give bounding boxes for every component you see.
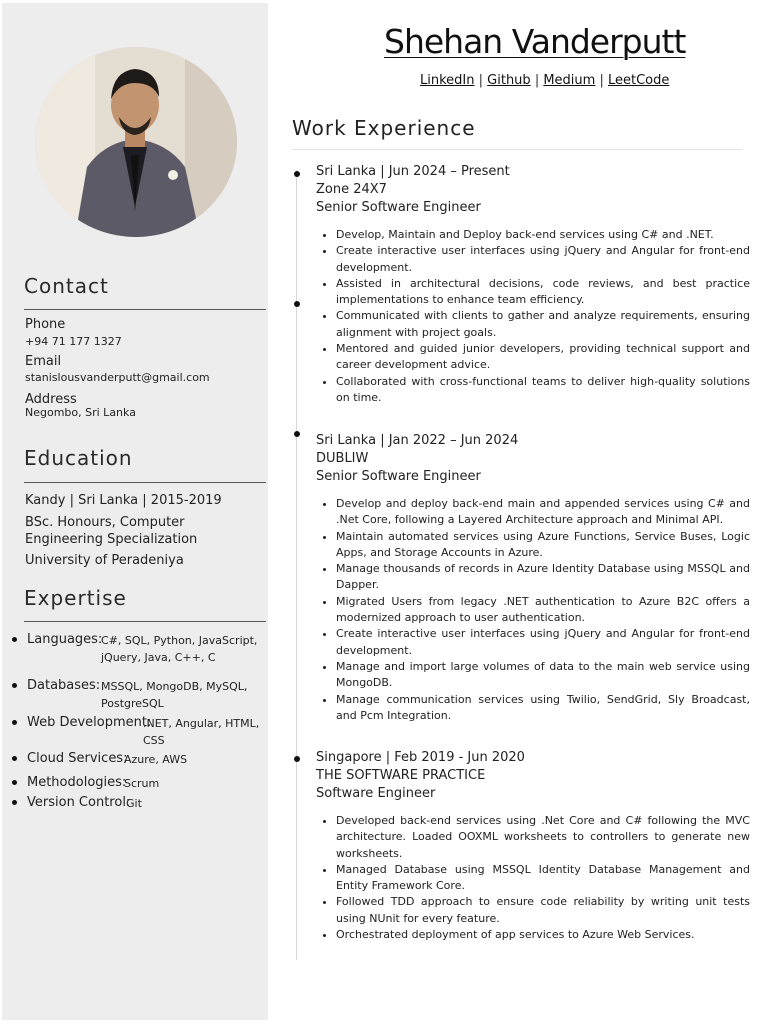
expertise-key: Languages: — [27, 632, 103, 647]
phone-value: +94 71 177 1327 — [25, 335, 122, 348]
expertise-item-databases — [12, 678, 262, 712]
education-location-years: Kandy | Sri Lanka | 2015-2019 — [25, 493, 222, 508]
timeline-dot — [294, 756, 300, 762]
profile-links — [420, 73, 669, 88]
list-item: • Communicated with clients to gather and analyze requirements, ensuring alignment with project goals. — [336, 308, 750, 341]
job-company: Zone 24X7 — [316, 182, 387, 197]
linkedin-link[interactable]: LinkedIn — [420, 73, 475, 88]
address-value: Negombo, Sri Lanka — [25, 406, 136, 419]
list-item: • Orchestrated deployment of app services to Azure Web Services. — [336, 927, 750, 943]
list-item: • Create interactive user interfaces using jQuery and Angular for front-end development. — [336, 243, 750, 276]
resume-name: Shehan Vanderputt — [384, 22, 686, 61]
job-responsibilities — [316, 227, 750, 406]
timeline-dot — [294, 431, 300, 437]
medium-link[interactable]: Medium — [543, 73, 596, 88]
list-item: • Manage and import large volumes of data to the main web service using MongoDB. — [336, 659, 750, 692]
list-item: • Manage thousands of records in Azure Identity Database using MSSQL and Dapper. — [336, 561, 750, 594]
list-item: • Develop, Maintain and Deploy back-end services using C# and .NET. — [336, 227, 750, 243]
email-label: Email — [25, 354, 62, 369]
work-experience-divider — [292, 149, 742, 150]
timeline-dot — [294, 171, 300, 177]
contact-divider — [24, 309, 266, 310]
expertise-item-languages — [12, 632, 262, 666]
link-separator: | — [478, 73, 484, 88]
bullet-icon — [12, 780, 17, 785]
expertise-key: Cloud Services: — [27, 751, 128, 766]
list-item: • Develop and deploy back-end main and appended services using C# and .Net Core, following a Layered Architecture approach and Minimal API. — [336, 496, 750, 529]
list-item: • Managed Database using MSSQL Identity Database Management and Entity Framework Core. — [336, 862, 750, 895]
bullet-icon — [12, 637, 17, 642]
expertise-heading: Expertise — [24, 586, 127, 610]
expertise-item-methodologies — [12, 775, 262, 793]
list-item: • Followed TDD approach to ensure code reliability by writing unit tests using NUnit for every feature. — [336, 894, 750, 927]
expertise-value: MSSQL, MongoDB, MySQL, PostgreSQL — [101, 680, 248, 710]
list-item: • Create interactive user interfaces using jQuery and Angular for front-end development. — [336, 626, 750, 659]
timeline-dot — [294, 301, 300, 307]
address-label: Address — [25, 392, 77, 407]
job-title: Software Engineer — [316, 786, 436, 801]
job-location-dates: Sri Lanka | Jun 2024 – Present — [316, 164, 510, 179]
job-company: THE SOFTWARE PRACTICE — [316, 768, 486, 783]
link-separator: | — [599, 73, 604, 88]
education-heading: Education — [24, 446, 133, 470]
profile-photo — [35, 47, 237, 237]
job-title: Senior Software Engineer — [316, 200, 481, 215]
job-entry — [316, 432, 750, 724]
expertise-value: Azure, AWS — [124, 753, 188, 766]
phone-label: Phone — [25, 317, 66, 332]
job-responsibilities — [316, 813, 750, 943]
education-divider — [24, 482, 266, 483]
job-location-dates: Sri Lanka | Jan 2022 – Jun 2024 — [316, 433, 519, 448]
list-item: • Developed back-end services using .Net Core and C# following the MVC architecture. Loaded OOXML worksheets to controllers to generate new worksheets. — [336, 813, 750, 862]
timeline-line — [296, 170, 297, 960]
expertise-item-web-development — [12, 715, 262, 749]
leetcode-link[interactable]: LeetCode — [608, 73, 670, 88]
job-title: Senior Software Engineer — [316, 469, 481, 484]
profile-portrait-image — [35, 47, 237, 237]
list-item: • Mentored and guided junior developers, providing technical support and career development advice. — [336, 341, 750, 374]
education-university: University of Peradeniya — [25, 553, 184, 568]
contact-heading: Contact — [24, 274, 109, 298]
bullet-icon — [12, 720, 17, 725]
job-responsibilities — [316, 496, 750, 724]
expertise-value: C#, SQL, Python, JavaScript, jQuery, Java, C++, C — [101, 634, 258, 664]
email-value: stanislousvanderputt@gmail.com — [25, 371, 210, 384]
expertise-value: Scrum — [124, 777, 160, 790]
link-separator: | — [534, 73, 540, 88]
job-entry — [316, 163, 750, 406]
list-item: • Migrated Users from legacy .NET authentication to Azure B2C offers a modernized approach to user authentication. — [336, 594, 750, 627]
job-company: DUBLIW — [316, 451, 369, 466]
expertise-key: Methodologies: — [27, 775, 127, 790]
expertise-key: Web Development: — [27, 715, 152, 730]
github-link[interactable]: Github — [487, 73, 531, 88]
expertise-key: Version Control: — [27, 795, 131, 810]
expertise-divider — [24, 621, 266, 622]
job-location-dates: Singapore | Feb 2019 - Jun 2020 — [316, 750, 525, 765]
expertise-value: .NET, Angular, HTML, CSS — [143, 717, 260, 747]
education-degree: BSc. Honours, Computer Engineering Specialization — [25, 515, 198, 547]
expertise-item-version-control — [12, 795, 262, 813]
bullet-icon — [12, 800, 17, 805]
list-item: • Manage communication services using Twilio, SendGrid, Sly Broadcast, and Pcm Integration. — [336, 692, 750, 725]
list-item: • Assisted in architectural decisions, code reviews, and best practice implementations to enhance team efficiency. — [336, 276, 750, 309]
expertise-key: Databases: — [27, 678, 101, 693]
bullet-icon — [12, 756, 17, 761]
work-experience-heading: Work Experience — [292, 116, 476, 140]
list-item: • Maintain automated services using Azure Functions, Service Buses, Logic Apps, and Storage Accounts in Azure. — [336, 529, 750, 562]
expertise-item-cloud-services — [12, 751, 262, 769]
bullet-icon — [12, 683, 17, 688]
expertise-value: Git — [126, 797, 142, 810]
job-entry — [316, 749, 750, 943]
list-item: • Collaborated with cross-functional teams to deliver high-quality solutions on time. — [336, 374, 750, 407]
